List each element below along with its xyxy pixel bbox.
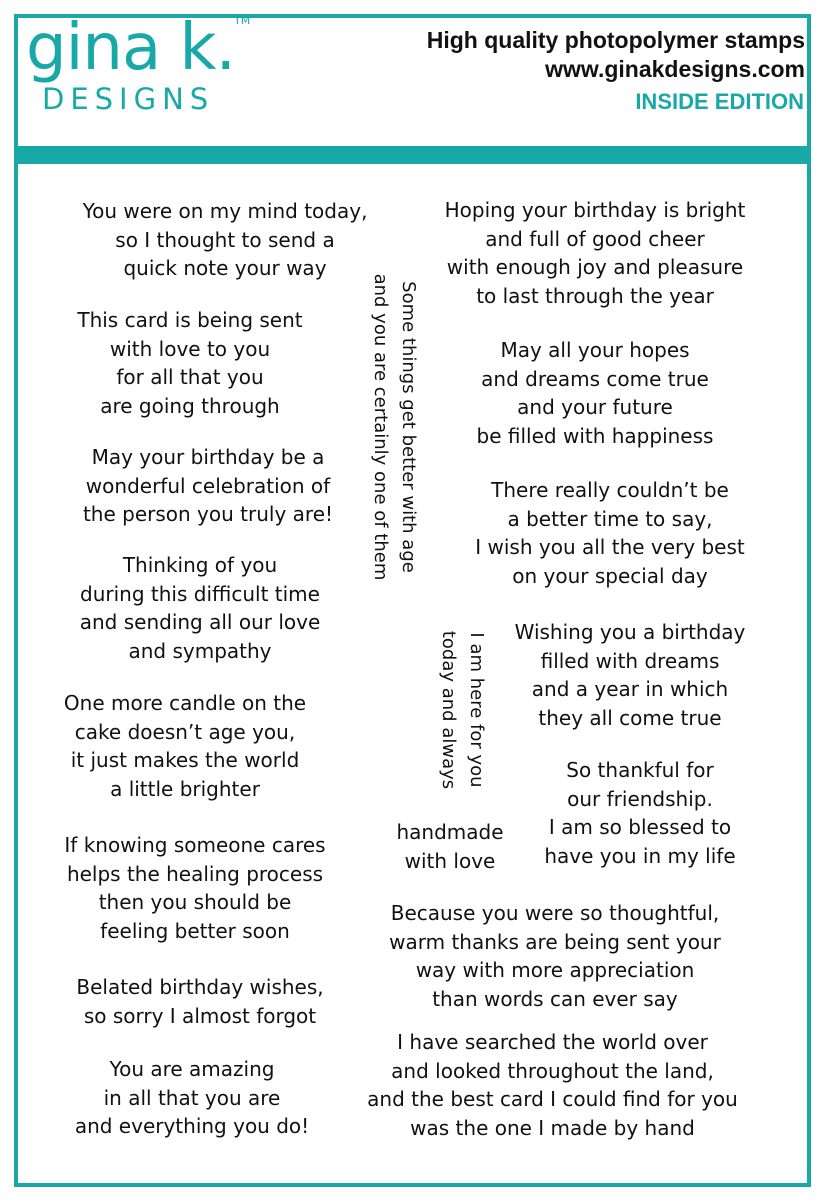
- sentiment-belated: Belated birthday wishes, so sorry I almost forgot: [76, 975, 324, 1028]
- sentiment-handmade: handmade with love: [396, 820, 504, 873]
- sentiment-hopes-dreams: May all your hopes and dreams come true and your future be filled with happiness: [476, 338, 714, 448]
- sentiment-amazing: You are amazing in all that you are and everything you do!: [74, 1057, 310, 1138]
- header-divider-bar: [18, 146, 807, 164]
- sentiment-thankful: So thankful for our friendship. I am so blessed to have you in my life: [544, 758, 736, 868]
- sentiment-healing: If knowing someone cares helps the healing process then you should be feeling better soon: [64, 833, 326, 943]
- sentiment-candle: One more candle on the cake doesn’t age you, it just makes the world a little brighter: [63, 691, 307, 801]
- sentiment-vertical-better-with-age: Some things get better with age and you are certainly one of them: [370, 273, 419, 581]
- sentiment-searched-world: I have searched the world over and looked throughout the land, and the best card I could find for you was the one I made by hand: [367, 1030, 738, 1140]
- edition-label: INSIDE EDITION: [635, 89, 804, 114]
- trademark-mark: TM: [234, 14, 251, 27]
- brand-logo-subtitle: DESIGNS: [42, 82, 215, 116]
- sentiment-birthday-celebration: May your birthday be a wonderful celebration of the person you truly are!: [82, 445, 334, 526]
- sentiment-on-my-mind: You were on my mind today, so I thought to send a quick note your way: [82, 199, 368, 280]
- sentiment-being-sent: This card is being sent with love to you for all that you are going through: [77, 308, 303, 418]
- sentiment-thoughtful: Because you were so thoughtful, warm thanks are being sent your way with more appreciation than words can ever say: [389, 901, 721, 1011]
- sentiment-sympathy: Thinking of you during this difficult time and sending all our love and sympathy: [79, 553, 321, 663]
- sentiment-better-time: There really couldn’t be a better time to say, I wish you all the very best on your special day: [475, 478, 745, 588]
- brand-logo: gina k.: [26, 11, 235, 85]
- sentiment-wishing-birthday: Wishing you a birthday filled with dreams and a year in which they all come true: [514, 620, 746, 730]
- sentiment-vertical-here-for-you: I am here for you today and always: [438, 630, 487, 790]
- sentiment-birthday-bright: Hoping your birthday is bright and full of good cheer with enough joy and pleasure to last through the year: [444, 198, 746, 308]
- tagline: High quality photopolymer stamps: [426, 27, 805, 53]
- website-url: www.ginakdesigns.com: [545, 56, 805, 82]
